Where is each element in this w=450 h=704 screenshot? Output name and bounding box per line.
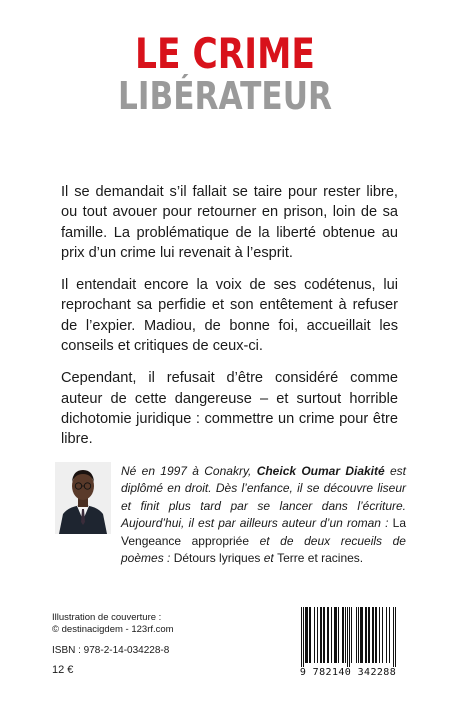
barcode <box>293 607 403 679</box>
barcode-bar <box>356 607 357 663</box>
barcode-bar <box>375 607 376 663</box>
illustration-credits <box>52 612 272 636</box>
barcode-bar <box>360 607 361 663</box>
back-cover-summary <box>61 182 398 462</box>
barcode-bar <box>335 607 336 663</box>
author-bio <box>121 463 406 567</box>
book-title-1: La Vengeance appropriée <box>121 516 406 548</box>
barcode-bar <box>307 607 308 663</box>
barcode-bar <box>372 607 373 663</box>
summary-paragraph-2: Il entendait encore la voix de ses codétenus, lui reprochant sa perfidie et son entêtement à refuser de l’expier. Madiou, de bonne foi, accueillait les conseils et critiques de ceux-ci. <box>61 277 398 355</box>
title-line-1: LE CRIME <box>135 29 315 78</box>
barcode-bar <box>336 607 337 663</box>
barcode-icon <box>293 607 403 667</box>
bio-text-3: et de deux recueils de poèmes : <box>121 533 406 566</box>
barcode-bar <box>389 607 390 663</box>
barcode-bar <box>379 607 380 663</box>
price: 12 € <box>52 664 74 676</box>
book-title-3: Terre et racines <box>277 551 360 566</box>
barcode-bar <box>368 607 369 663</box>
bio-text-5: . <box>359 551 364 566</box>
barcode-bar <box>393 607 394 667</box>
credits-line-2: © destinacigdem - 123rf.com <box>52 624 174 635</box>
barcode-bar <box>342 607 343 663</box>
credits-line-1: Illustration de couverture : <box>52 612 162 623</box>
barcode-bar <box>301 607 302 667</box>
barcode-bar <box>345 607 346 663</box>
barcode-bar <box>303 607 304 667</box>
barcode-bar <box>366 607 367 663</box>
barcode-bar <box>320 607 321 663</box>
barcode-bar <box>331 607 332 663</box>
isbn-number: ISBN : 978-2-14-034228-8 <box>52 645 170 656</box>
barcode-bar <box>347 607 348 667</box>
barcode-bar <box>362 607 363 663</box>
bio-text-2: est diplômé en droit. Dès l’enfance, il se découvre liseur et finit plus tard par se lancer dans l’écriture. Aujourd’hui, il est par ailleurs auteur d’un roman : <box>121 464 406 531</box>
barcode-digits: 9 782140 342288 <box>299 667 397 678</box>
author-photo <box>55 462 111 534</box>
barcode-bar <box>386 607 387 663</box>
barcode-bar <box>358 607 359 663</box>
barcode-bar <box>349 607 350 667</box>
bio-text-4: et <box>260 551 278 566</box>
barcode-bar <box>310 607 311 663</box>
author-portrait-icon <box>55 462 111 534</box>
barcode-bar <box>365 607 366 663</box>
bio-text-1: Né en 1997 à Conakry, <box>121 464 257 478</box>
barcode-bar <box>324 607 325 663</box>
summary-paragraph-1: Il se demandait s’il fallait se taire pour rester libre, ou tout avouer pour retourner en prison, loin de sa famille. La problématique de la liberté obtenue au prix d’un crime lui revenait à l’esprit. <box>61 184 398 261</box>
author-name: Cheick Oumar Diakité <box>256 464 385 478</box>
barcode-bar <box>305 607 306 663</box>
barcode-bar <box>314 607 315 663</box>
barcode-bar <box>323 607 324 663</box>
barcode-bar <box>334 607 335 663</box>
barcode-bar <box>382 607 383 663</box>
summary-paragraph-3: Cependant, il refusait d’être considéré comme auteur de cette dangereuse – et surtout horrible dichotomie juridique : commettre un crime pour être libre. <box>61 370 398 448</box>
barcode-bar <box>369 607 370 663</box>
barcode-bar <box>395 607 396 667</box>
barcode-bar <box>321 607 322 663</box>
barcode-bar <box>328 607 329 663</box>
barcode-bar <box>351 607 352 663</box>
barcode-bar <box>361 607 362 663</box>
barcode-bar <box>317 607 318 663</box>
book-title-2: Détours lyriques <box>173 551 261 566</box>
barcode-bar <box>309 607 310 663</box>
book-title <box>0 29 450 118</box>
barcode-bar <box>343 607 344 663</box>
barcode-bar <box>306 607 307 663</box>
barcode-bar <box>327 607 328 663</box>
barcode-bar <box>373 607 374 663</box>
barcode-bar <box>376 607 377 663</box>
barcode-bar <box>338 607 339 663</box>
title-line-2: LIBÉRATEUR <box>117 74 333 118</box>
